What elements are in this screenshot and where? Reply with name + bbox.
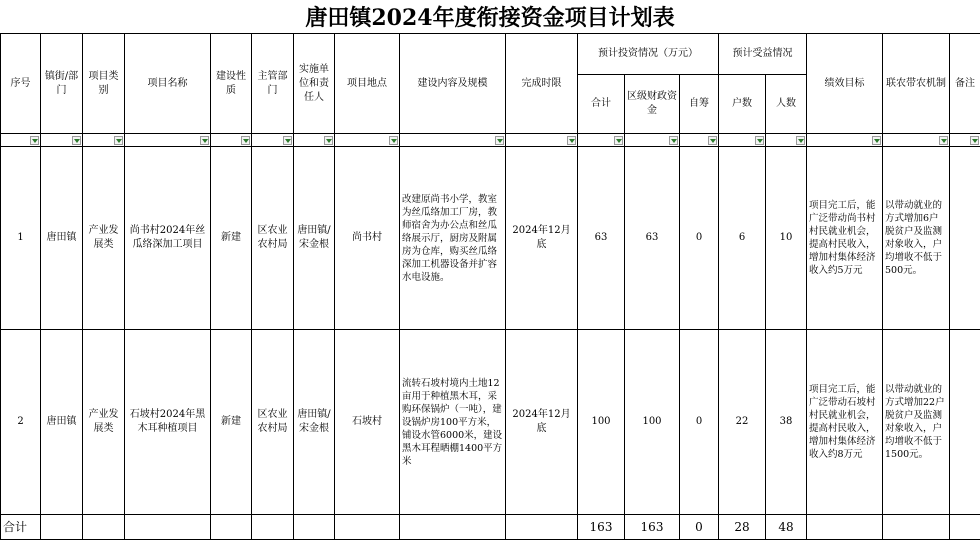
cell-households: 22 <box>719 330 766 515</box>
cell-invest-total: 100 <box>578 330 625 515</box>
cell-time: 2024年12月底 <box>506 330 578 515</box>
cell-mechanism: 以带动就业的方式增加6户脱贫户及监测对象收入，户均增收不低于500元。 <box>883 147 950 330</box>
filter-row <box>1 134 980 147</box>
total-people: 48 <box>766 515 807 540</box>
cell-name: 尚书村2024年丝瓜络深加工项目 <box>125 147 211 330</box>
filter-dropdown-icon[interactable] <box>755 136 764 145</box>
header-name: 项目名称 <box>125 34 211 134</box>
header-seq: 序号 <box>1 34 41 134</box>
cell-invest-fiscal: 63 <box>625 147 680 330</box>
cell-dept: 区农业农村局 <box>252 330 294 515</box>
header-category: 项目类别 <box>83 34 125 134</box>
cell-town: 唐田镇 <box>41 330 83 515</box>
cell-town: 唐田镇 <box>41 147 83 330</box>
cell-remark <box>950 147 980 330</box>
table-row <box>1 330 980 515</box>
cell-seq: 1 <box>1 147 41 330</box>
header-households: 户数 <box>719 75 766 134</box>
cell-people: 10 <box>766 147 807 330</box>
filter-dropdown-icon[interactable] <box>614 136 623 145</box>
cell-goal: 项目完工后，能广泛带动尚书村村民就业机会，提高村民收入，增加村集体经济收入约5万元 <box>807 147 883 330</box>
cell-goal: 项目完工后，能广泛带动石坡村村民就业机会，提高村民收入，增加村集体经济收入约8万元 <box>807 330 883 515</box>
table-row <box>1 147 980 330</box>
cell-households: 6 <box>719 147 766 330</box>
filter-dropdown-icon[interactable] <box>796 136 805 145</box>
filter-dropdown-icon[interactable] <box>324 136 333 145</box>
cell-content: 改建原尚书小学，教室为丝瓜络加工厂房，教师宿舍为办公点和丝瓜络展示厅，厨房及附属房为仓库，购买丝瓜络深加工机器设备并扩容水电设施。 <box>400 147 506 330</box>
filter-dropdown-icon[interactable] <box>283 136 292 145</box>
cell-invest-fiscal: 100 <box>625 330 680 515</box>
header-nature: 建设性质 <box>211 34 252 134</box>
cell-invest-total: 63 <box>578 147 625 330</box>
total-invest-self: 0 <box>680 515 719 540</box>
filter-dropdown-icon[interactable] <box>200 136 209 145</box>
cell-location: 石坡村 <box>335 330 400 515</box>
header-remark: 备注 <box>950 34 980 134</box>
cell-category: 产业发展类 <box>83 330 125 515</box>
header-dept: 主管部门 <box>252 34 294 134</box>
cell-impl: 唐田镇/宋金根 <box>294 330 335 515</box>
filter-dropdown-icon[interactable] <box>939 136 948 145</box>
total-households: 28 <box>719 515 766 540</box>
project-table <box>0 33 980 540</box>
header-people: 人数 <box>766 75 807 134</box>
header-invest-fiscal: 区级财政资金 <box>625 75 680 134</box>
filter-dropdown-icon[interactable] <box>495 136 504 145</box>
cell-dept: 区农业农村局 <box>252 147 294 330</box>
cell-invest-self: 0 <box>680 147 719 330</box>
header-mechanism: 联农带农机制 <box>883 34 950 134</box>
header-benefit-group: 预计受益情况 <box>719 34 807 75</box>
header-town: 镇街/部门 <box>41 34 83 134</box>
cell-remark <box>950 330 980 515</box>
filter-dropdown-icon[interactable] <box>114 136 123 145</box>
filter-dropdown-icon[interactable] <box>872 136 881 145</box>
cell-location: 尚书村 <box>335 147 400 330</box>
cell-category: 产业发展类 <box>83 147 125 330</box>
filter-dropdown-icon[interactable] <box>389 136 398 145</box>
cell-time: 2024年12月底 <box>506 147 578 330</box>
total-label: 合计 <box>1 515 41 540</box>
filter-dropdown-icon[interactable] <box>30 136 39 145</box>
header-invest-group: 预计投资情况（万元） <box>578 34 719 75</box>
cell-seq: 2 <box>1 330 41 515</box>
header-time: 完成时限 <box>506 34 578 134</box>
total-invest-fiscal: 163 <box>625 515 680 540</box>
filter-dropdown-icon[interactable] <box>567 136 576 145</box>
cell-impl: 唐田镇/宋金根 <box>294 147 335 330</box>
total-row <box>1 515 980 540</box>
header-location: 项目地点 <box>335 34 400 134</box>
filter-dropdown-icon[interactable] <box>669 136 678 145</box>
cell-mechanism: 以带动就业的方式增加22户脱贫户及监测对象收入，户均增收不低于1500元。 <box>883 330 950 515</box>
header-content: 建设内容及规模 <box>400 34 506 134</box>
page-title: 唐田镇2024年度衔接资金项目计划表 <box>305 5 675 31</box>
filter-dropdown-icon[interactable] <box>241 136 250 145</box>
cell-content: 流转石坡村境内土地12亩用于种植黑木耳，采购环保锅炉（一吨），建设锅炉房100平方米，铺设水管6000米，建设黑木耳程晒棚1400平方米 <box>400 330 506 515</box>
cell-nature: 新建 <box>211 147 252 330</box>
filter-dropdown-icon[interactable] <box>708 136 717 145</box>
total-invest-total: 163 <box>578 515 625 540</box>
filter-dropdown-icon[interactable] <box>970 136 979 145</box>
header-impl: 实施单位和责任人 <box>294 34 335 134</box>
cell-invest-self: 0 <box>680 330 719 515</box>
cell-nature: 新建 <box>211 330 252 515</box>
filter-dropdown-icon[interactable] <box>72 136 81 145</box>
cell-people: 38 <box>766 330 807 515</box>
cell-name: 石坡村2024年黑木耳种植项目 <box>125 330 211 515</box>
header-invest-self: 自筹 <box>680 75 719 134</box>
header-invest-total: 合计 <box>578 75 625 134</box>
header-goal: 绩效目标 <box>807 34 883 134</box>
